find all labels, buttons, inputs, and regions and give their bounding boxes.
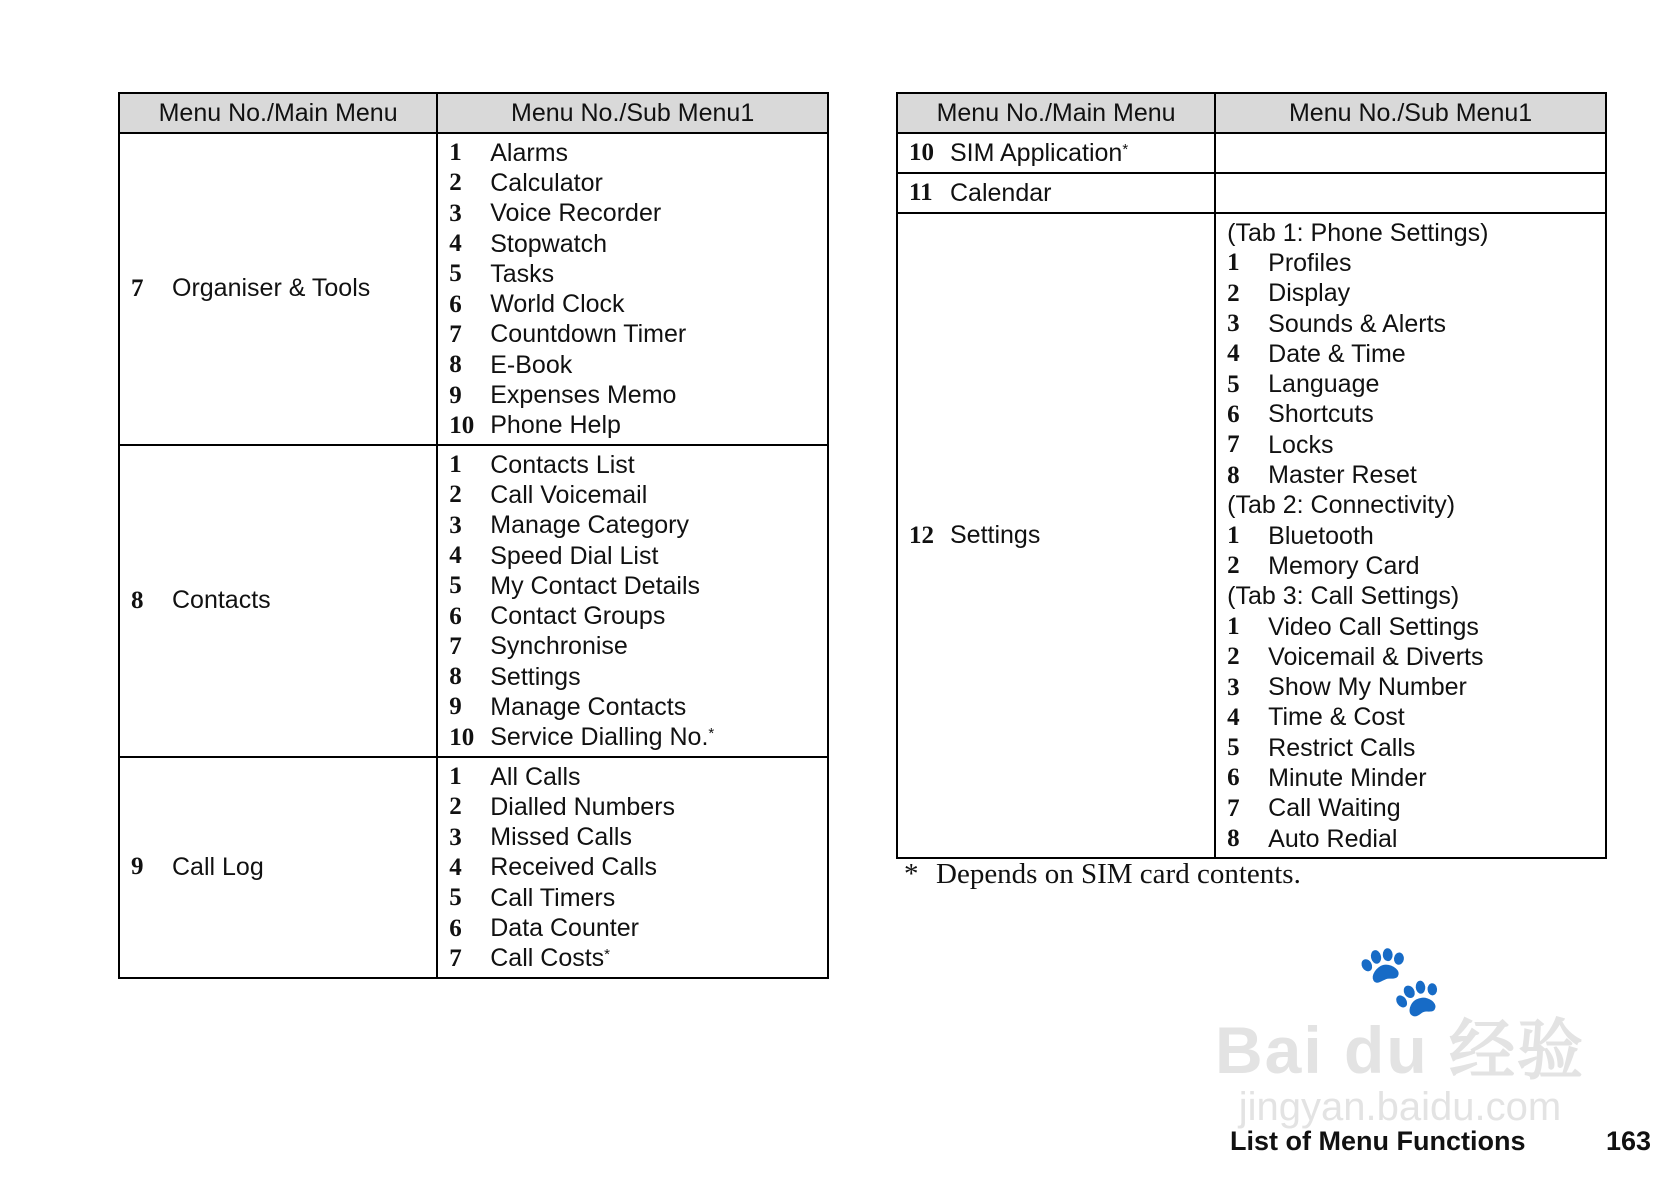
sub-label: Show My Number — [1268, 673, 1467, 702]
list-item — [449, 792, 827, 822]
sub-label: Voice Recorder — [490, 199, 662, 228]
sub-label: Countdown Timer — [490, 320, 687, 349]
sub-menu-cell — [1215, 213, 1606, 858]
list-item — [449, 138, 827, 168]
sub-number: 6 — [449, 914, 462, 942]
list-item — [449, 450, 827, 480]
page-number: 163 — [1606, 1126, 1652, 1156]
sub-number: 2 — [449, 481, 462, 509]
sub-label: Minute Minder — [1268, 763, 1427, 792]
list-item — [449, 480, 827, 510]
sub-number: 7 — [449, 320, 462, 348]
footnote-marker: * — [708, 725, 715, 743]
main-menu-label: SIM Application — [950, 138, 1123, 167]
list-item — [1227, 642, 1605, 672]
main-menu-cell — [119, 445, 437, 757]
sub-label: Calculator — [490, 168, 603, 197]
sub-label: Alarms — [490, 138, 569, 167]
sub-menu-cell — [1215, 133, 1606, 173]
sub-number: 3 — [1227, 673, 1240, 701]
tab-heading: (Tab 1: Phone Settings) — [1227, 218, 1489, 247]
sub-label: Memory Card — [1268, 551, 1420, 580]
sub-label: Display — [1268, 279, 1351, 308]
list-item — [449, 199, 827, 229]
sub-number: 8 — [1227, 825, 1240, 853]
main-menu-label: Organiser & Tools — [172, 274, 371, 303]
sub-label: Service Dialling No. — [490, 723, 709, 752]
list-item — [449, 853, 827, 883]
tab-heading: (Tab 3: Call Settings) — [1227, 582, 1460, 611]
main-menu-cell — [119, 757, 437, 978]
sub-label: Manage Category — [490, 511, 689, 540]
list-item — [449, 168, 827, 198]
list-item — [449, 259, 827, 289]
sub-number: 5 — [449, 572, 462, 600]
sub-label: Received Calls — [490, 853, 657, 882]
list-item — [449, 571, 827, 601]
sub-label: Profiles — [1268, 248, 1352, 277]
sub-label: Auto Redial — [1268, 824, 1398, 853]
table-row — [119, 133, 828, 445]
sub-number: 5 — [1227, 370, 1240, 398]
sub-label: Contacts List — [490, 450, 635, 479]
right-header-main: Menu No./Main Menu — [897, 93, 1215, 133]
sub-number: 7 — [1227, 431, 1240, 459]
list-item — [449, 723, 827, 753]
list-item — [1227, 612, 1605, 642]
main-menu-label: Calendar — [950, 178, 1052, 207]
sub-label: Data Counter — [490, 914, 639, 943]
sub-number: 5 — [449, 884, 462, 912]
main-menu-number: 7 — [131, 274, 144, 302]
watermark-url: jingyan.baidu.com — [1238, 1085, 1562, 1129]
footer-title: List of Menu Functions — [1230, 1126, 1526, 1156]
list-item — [449, 350, 827, 380]
sub-number: 1 — [449, 763, 462, 791]
sub-label: Settings — [490, 662, 581, 691]
main-menu-label: Call Log — [172, 852, 264, 881]
main-menu-cell — [119, 133, 437, 445]
table-row — [897, 133, 1606, 173]
sub-number: 6 — [1227, 764, 1240, 792]
left-header-sub: Menu No./Sub Menu1 — [437, 93, 828, 133]
sub-number: 8 — [449, 663, 462, 691]
sub-number: 2 — [1227, 552, 1240, 580]
main-menu-label: Settings — [950, 521, 1041, 550]
main-menu-number: 12 — [909, 521, 934, 549]
paw-icon: 🐾 — [1356, 941, 1444, 1019]
sub-number: 1 — [449, 139, 462, 167]
sub-label: Restrict Calls — [1268, 733, 1416, 762]
list-item — [1227, 369, 1605, 399]
footnote-text: Depends on SIM card contents. — [936, 858, 1301, 890]
sub-number: 7 — [449, 944, 462, 972]
list-item — [1227, 521, 1605, 551]
sub-number: 4 — [1227, 340, 1240, 368]
sub-number: 5 — [449, 260, 462, 288]
main-menu-cell — [897, 213, 1215, 858]
main-menu-cell — [897, 173, 1215, 213]
right-menu-table — [896, 92, 1607, 859]
list-item — [449, 289, 827, 319]
list-item — [1227, 430, 1605, 460]
list-item — [449, 229, 827, 259]
footnote-marker: * — [1122, 140, 1129, 158]
sub-label: Contact Groups — [490, 602, 666, 631]
sub-number: 6 — [449, 602, 462, 630]
table-row — [897, 213, 1606, 858]
sub-number: 10 — [449, 723, 475, 751]
watermark-brand: Bai du 经验 — [1214, 1013, 1585, 1087]
main-menu-number: 8 — [131, 586, 144, 614]
sub-label: Time & Cost — [1268, 703, 1405, 732]
sub-label: World Clock — [490, 290, 625, 319]
sub-label: Tasks — [490, 259, 555, 288]
sub-label: Master Reset — [1268, 461, 1417, 490]
sub-label: Dialled Numbers — [490, 792, 676, 821]
sub-number: 1 — [1227, 613, 1240, 640]
main-menu-label: Contacts — [172, 586, 271, 615]
sub-number: 6 — [1227, 400, 1240, 428]
sub-menu-cell — [437, 445, 828, 757]
list-item — [1227, 794, 1605, 824]
sub-menu-cell — [437, 133, 828, 445]
footnote-marker: * — [604, 946, 611, 964]
sub-number: 7 — [1227, 794, 1240, 822]
sub-label: Phone Help — [490, 411, 621, 440]
sub-label: Stopwatch — [490, 229, 607, 258]
sub-label: Synchronise — [490, 632, 628, 661]
sub-number: 2 — [1227, 643, 1240, 671]
list-item — [449, 883, 827, 913]
list-item — [449, 632, 827, 662]
sub-label: Language — [1268, 370, 1380, 399]
sub-label: Shortcuts — [1268, 400, 1374, 429]
list-item — [449, 944, 827, 974]
sub-number: 3 — [449, 823, 462, 851]
list-item — [449, 692, 827, 722]
list-item — [1227, 279, 1605, 309]
list-item — [1227, 824, 1605, 854]
sub-number: 4 — [449, 853, 462, 881]
sub-label: Speed Dial List — [490, 541, 659, 570]
sub-number: 4 — [1227, 703, 1240, 731]
sub-number: 7 — [449, 632, 462, 660]
sub-label: My Contact Details — [490, 571, 701, 600]
sub-number: 6 — [449, 290, 462, 318]
main-menu-cell — [897, 133, 1215, 173]
sub-number: 3 — [449, 511, 462, 539]
table-row — [119, 757, 828, 978]
sub-number: 4 — [449, 230, 462, 258]
list-item — [1227, 763, 1605, 793]
sub-number: 10 — [449, 411, 475, 439]
list-item — [449, 762, 827, 792]
sub-number: 1 — [1227, 249, 1240, 277]
right-header-sub: Menu No./Sub Menu1 — [1215, 93, 1606, 133]
list-item — [449, 511, 827, 541]
sub-label: All Calls — [490, 762, 581, 791]
table-row — [897, 173, 1606, 213]
table-row — [119, 445, 828, 757]
list-item — [449, 601, 827, 631]
sub-label: E-Book — [490, 350, 573, 379]
list-item — [449, 320, 827, 350]
list-item — [449, 662, 827, 692]
sub-number: 4 — [449, 542, 462, 569]
sub-label: Call Costs — [490, 944, 605, 973]
watermark — [1190, 941, 1610, 1135]
sub-number: 9 — [449, 693, 462, 721]
list-item — [449, 541, 827, 571]
list-item — [1227, 400, 1605, 430]
list-item — [449, 380, 827, 410]
sub-label: Voicemail & Diverts — [1268, 642, 1484, 671]
sub-label: Expenses Memo — [490, 381, 677, 410]
footnote — [904, 858, 1301, 891]
list-item — [449, 913, 827, 943]
footnote-asterisk: * — [904, 858, 919, 890]
sub-number: 2 — [449, 169, 462, 197]
list-item — [1227, 309, 1605, 339]
list-item — [1227, 703, 1605, 733]
main-menu-number: 11 — [909, 179, 933, 206]
sub-number: 5 — [1227, 734, 1240, 762]
sub-menu-cell — [1215, 173, 1606, 213]
list-item — [1227, 339, 1605, 369]
sub-label: Bluetooth — [1268, 521, 1374, 550]
sub-number: 8 — [1227, 461, 1240, 489]
sub-label: Call Waiting — [1268, 794, 1401, 823]
sub-label: Sounds & Alerts — [1268, 309, 1447, 338]
list-item — [1227, 733, 1605, 763]
left-menu-table — [118, 92, 829, 979]
sub-number: 3 — [1227, 310, 1240, 338]
sub-label: Missed Calls — [490, 823, 632, 852]
sub-number: 8 — [449, 351, 462, 379]
list-item — [1227, 551, 1605, 581]
main-menu-number: 10 — [909, 139, 934, 166]
tab-heading: (Tab 2: Connectivity) — [1227, 491, 1456, 520]
sub-number: 2 — [1227, 279, 1240, 307]
sub-label: Call Timers — [490, 883, 616, 912]
sub-number: 2 — [449, 793, 462, 821]
list-item — [449, 823, 827, 853]
sub-label: Date & Time — [1268, 339, 1406, 368]
sub-number: 1 — [449, 451, 462, 479]
list-item — [449, 411, 827, 441]
sub-menu-cell — [437, 757, 828, 978]
sub-number: 9 — [449, 381, 462, 409]
sub-label: Manage Contacts — [490, 692, 687, 721]
list-item — [1227, 460, 1605, 490]
sub-number: 1 — [1227, 522, 1240, 550]
sub-label: Video Call Settings — [1268, 612, 1479, 641]
sub-label: Locks — [1268, 430, 1334, 459]
list-item — [1227, 672, 1605, 702]
list-item — [1227, 248, 1605, 278]
left-header-main: Menu No./Main Menu — [119, 93, 437, 133]
sub-number: 3 — [449, 199, 462, 227]
main-menu-number: 9 — [131, 853, 144, 881]
sub-label: Call Voicemail — [490, 480, 648, 509]
